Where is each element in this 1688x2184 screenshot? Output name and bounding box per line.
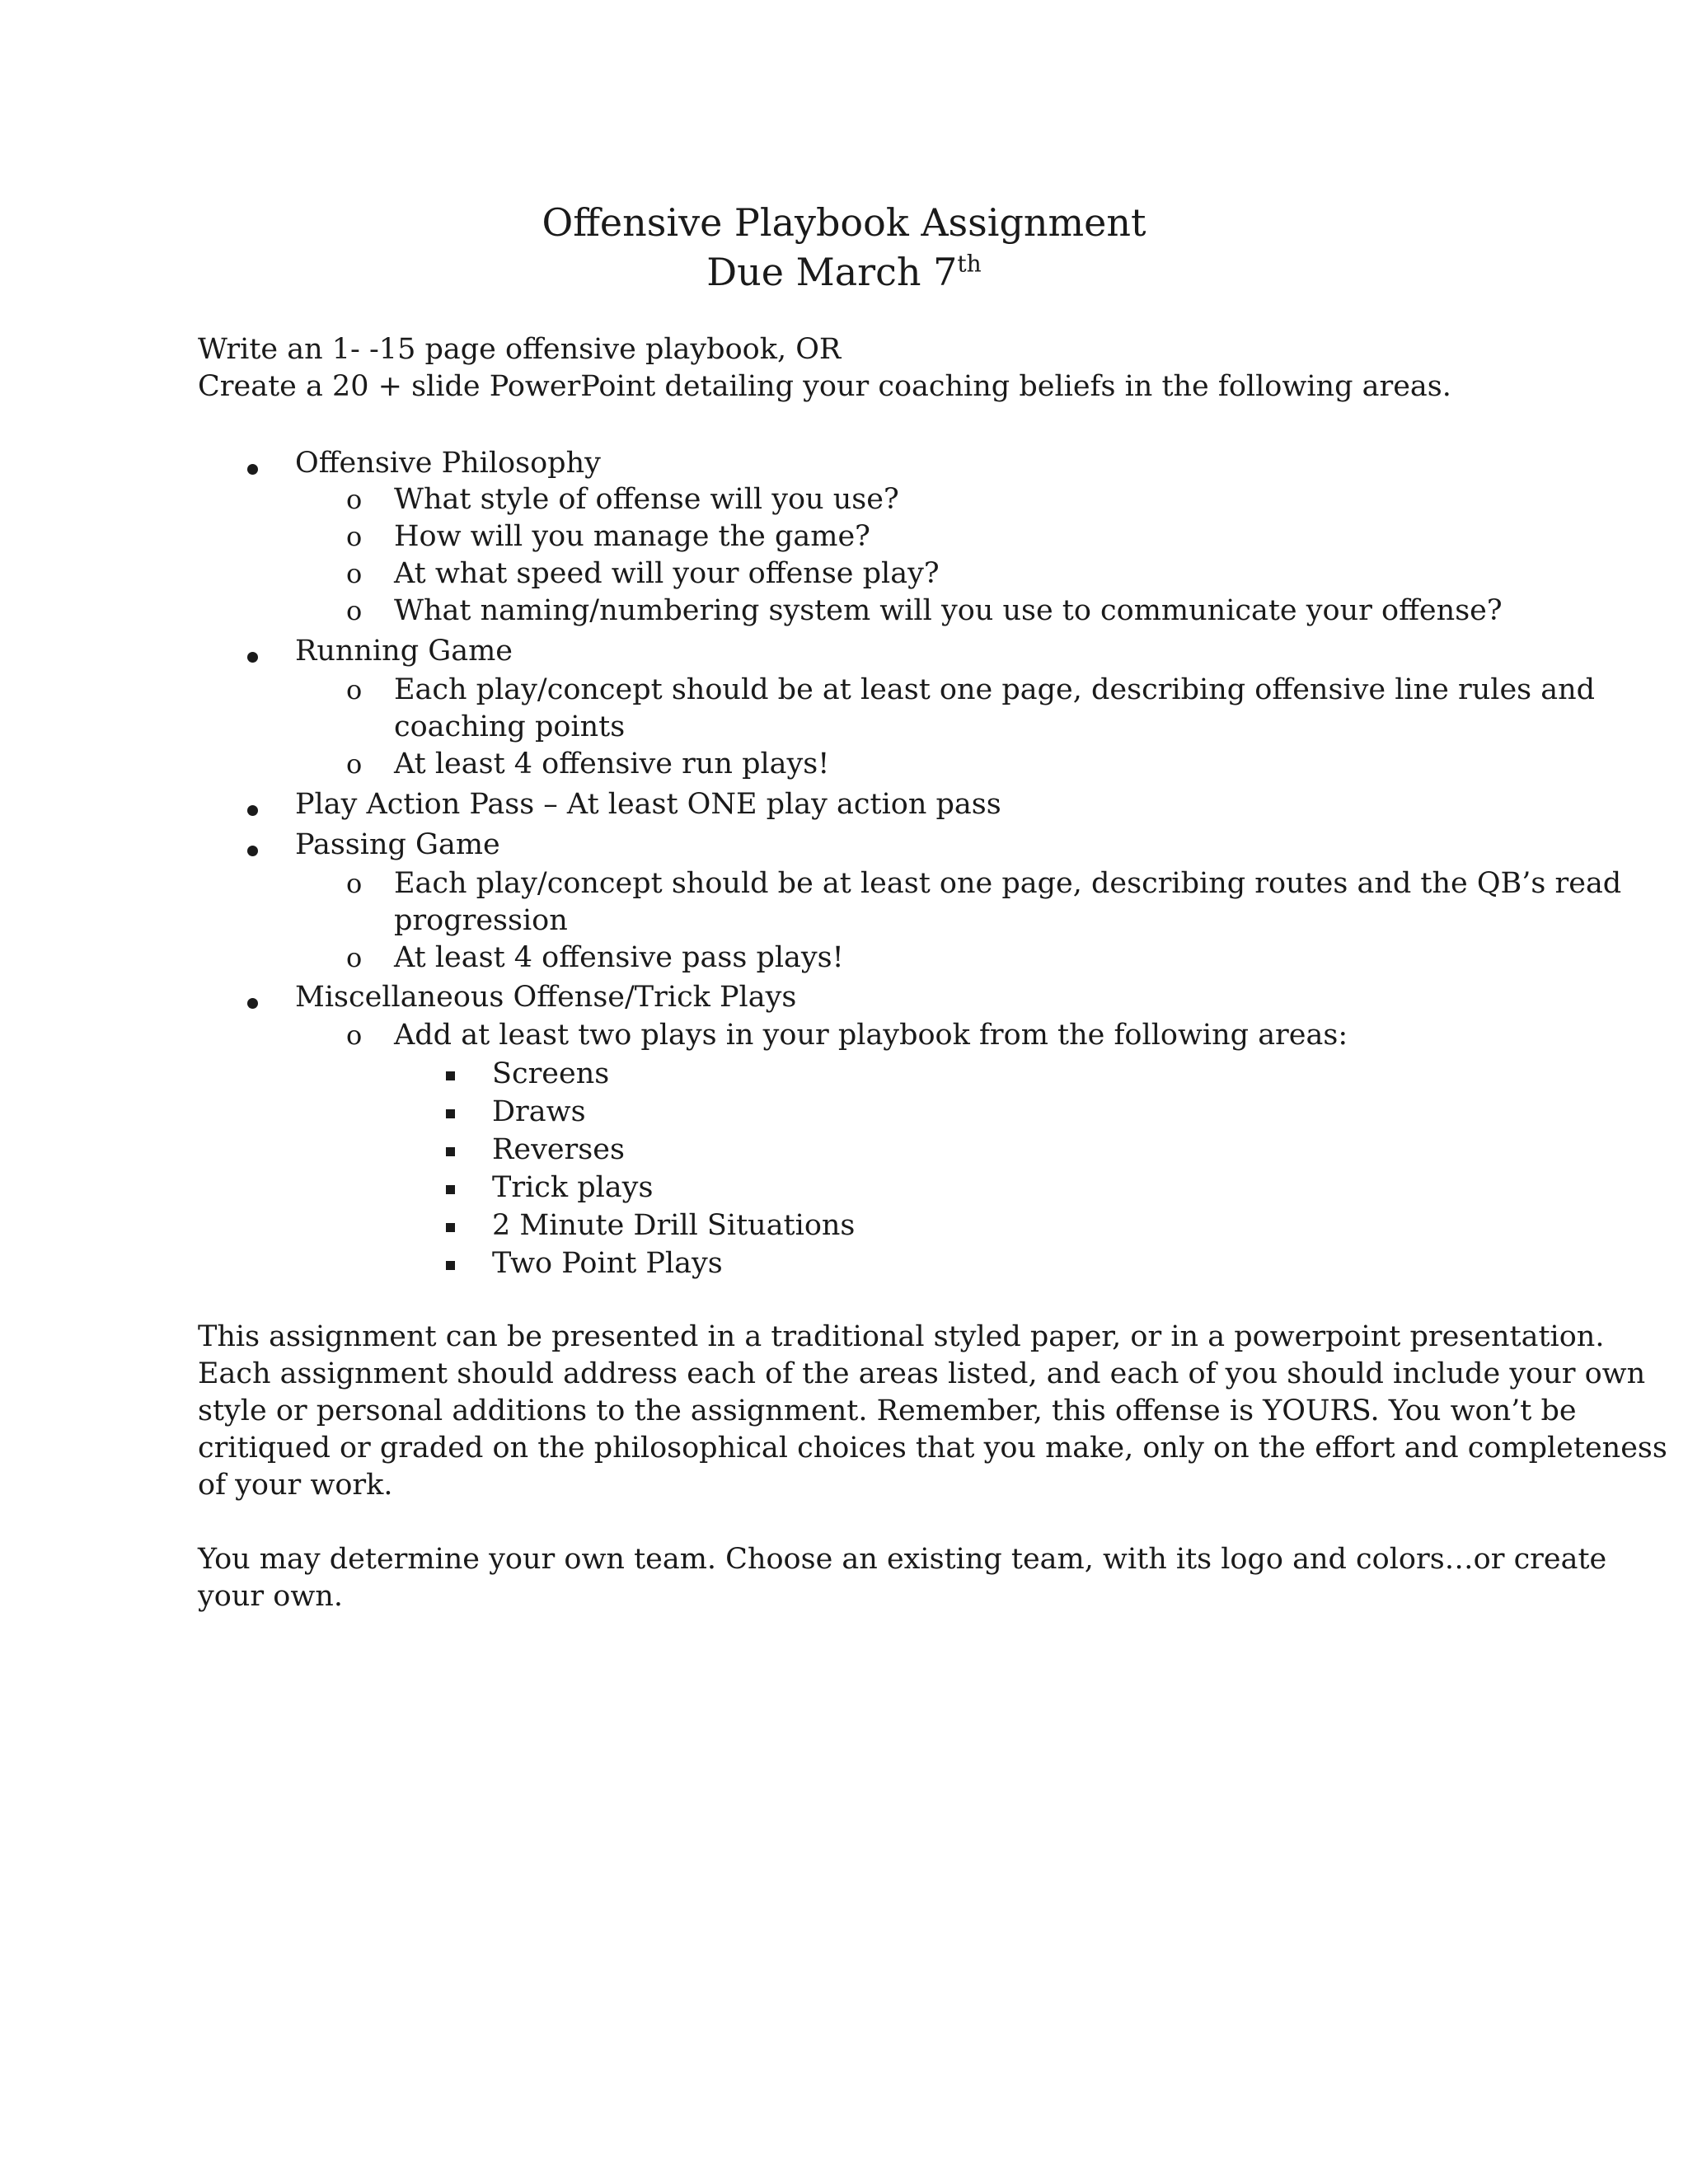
bullet-circle-icon: o: [346, 1019, 363, 1051]
misc-item-1: Add at least two plays in your playbook from the following areas:: [394, 1019, 1348, 1052]
passing-item-1-line-1: Each play/concept should be at least one page, describing routes and the QB’s read: [394, 867, 1622, 900]
bullet-circle-icon: o: [346, 942, 363, 973]
misc-subitem-reverses: Reverses: [492, 1133, 625, 1166]
paragraph-line: style or personal additions to the assignment. Remember, this offense is YOURS. You won’t be: [198, 1394, 1577, 1427]
due-date: [0, 247, 1688, 297]
section-running-game: Running Game: [295, 635, 513, 668]
instructions-paragraph: [198, 1319, 1667, 1504]
bullet-dot-icon: [247, 652, 258, 663]
section-passing-game: Passing Game: [295, 828, 500, 861]
passing-item-1-line-2: progression: [394, 904, 568, 937]
bullet-square-icon: [446, 1185, 455, 1194]
misc-subitem-two-point-plays: Two Point Plays: [492, 1247, 723, 1280]
paragraph-line: your own.: [198, 1580, 343, 1613]
philosophy-item-3: At what speed will your offense play?: [394, 557, 940, 590]
paragraph-line: critiqued or graded on the philosophical choices that you make, only on the effort and completeness: [198, 1432, 1667, 1465]
bullet-circle-icon: o: [346, 868, 363, 899]
bullet-dot-icon: [247, 805, 258, 816]
running-item-1-line-2: coaching points: [394, 710, 626, 743]
bullet-dot-icon: [247, 998, 258, 1009]
paragraph-line: You may determine your own team. Choose an existing team, with its logo and colors…or create: [198, 1543, 1607, 1576]
bullet-dot-icon: [247, 464, 258, 475]
bullet-circle-icon: o: [346, 674, 363, 705]
document-title: Offensive Playbook Assignment: [542, 200, 1146, 245]
due-date-text: Due March 7: [706, 250, 958, 294]
philosophy-item-4: What naming/numbering system will you use to communicate your offense?: [394, 594, 1503, 627]
paragraph-line: of your work.: [198, 1469, 393, 1502]
misc-subitem-two-minute-drill: 2 Minute Drill Situations: [492, 1209, 856, 1242]
bullet-circle-icon: o: [346, 558, 363, 589]
passing-item-2: At least 4 offensive pass plays!: [394, 941, 844, 974]
intro-line-2: Create a 20 + slide PowerPoint detailing your coaching beliefs in the following areas.: [198, 370, 1451, 403]
bullet-circle-icon: o: [346, 484, 363, 515]
intro-line-1: Write an 1- -15 page offensive playbook, OR: [198, 333, 842, 366]
bullet-circle-icon: o: [346, 595, 363, 626]
bullet-square-icon: [446, 1261, 455, 1270]
due-date-suffix: th: [957, 250, 982, 278]
paragraph-line: This assignment can be presented in a traditional styled paper, or in a powerpoint presentation.: [198, 1320, 1605, 1353]
bullet-circle-icon: o: [346, 521, 363, 552]
misc-subitem-trick-plays: Trick plays: [492, 1171, 654, 1204]
section-play-action-pass: Play Action Pass – At least ONE play action pass: [295, 788, 1001, 821]
running-item-2: At least 4 offensive run plays!: [394, 748, 830, 780]
running-item-1-line-1: Each play/concept should be at least one page, describing offensive line rules and: [394, 673, 1596, 706]
bullet-square-icon: [446, 1071, 455, 1080]
paragraph-line: Each assignment should address each of the areas listed, and each of you should include your own: [198, 1357, 1646, 1390]
misc-subitem-draws: Draws: [492, 1095, 586, 1128]
bullet-square-icon: [446, 1147, 455, 1156]
bullet-circle-icon: o: [346, 748, 363, 780]
philosophy-item-2: How will you manage the game?: [394, 520, 870, 553]
bullet-square-icon: [446, 1223, 455, 1232]
bullet-square-icon: [446, 1109, 455, 1118]
team-paragraph: [198, 1541, 1607, 1615]
misc-subitem-screens: Screens: [492, 1057, 610, 1090]
section-miscellaneous: Miscellaneous Offense/Trick Plays: [295, 981, 797, 1014]
section-offensive-philosophy: Offensive Philosophy: [295, 447, 601, 480]
bullet-dot-icon: [247, 846, 258, 856]
philosophy-item-1: What style of offense will you use?: [394, 483, 899, 516]
